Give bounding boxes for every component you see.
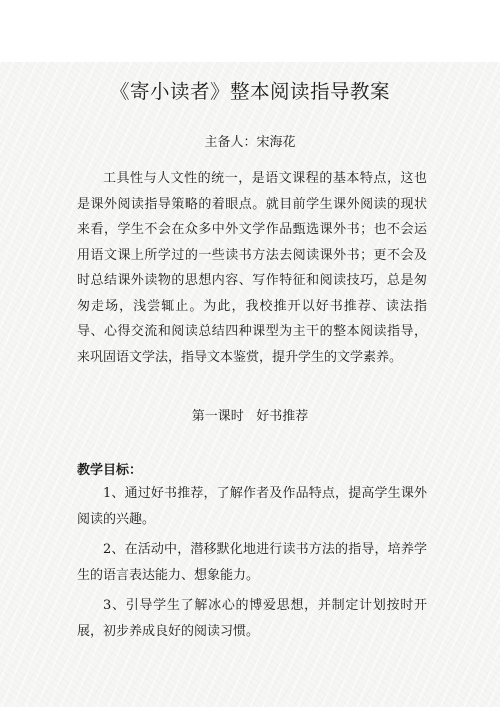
intro-paragraph: 工具性与人文性的统一，是语文课程的基本特点，这也是课外阅读指导策略的着眼点。就目前学生课外阅读的现状来看，学生不会在众多中外文学作品甄选课外书；也不会运用语文课上所学过的一些读书方法去阅读课外书；更不会及时总结课外读物的思想内容、写作特征和阅读技巧，总是匆匆走场，浅尝辄止。为此，我校推开以好书推荐、读法指导、心得交流和阅读总结四种课型为主干的整本阅读指导，来巩固语文学法，指导文本鉴赏，提升学生的文学素养。: [77, 171, 427, 365]
lesson-title: 第一课时 好书推荐: [191, 409, 309, 424]
goal-item: 1、通过好书推荐，了解作者及作品特点，提高学生课外阅读的兴趣。: [77, 486, 427, 527]
goal-item: 2、在活动中，潜移默化地进行读书方法的指导，培养学生的语言表达能力、想象能力。: [77, 542, 427, 583]
goals-heading: 教学目标：: [77, 463, 143, 478]
document-title: 《寄小读者》整本阅读指导教案: [109, 80, 390, 103]
goals-list: [77, 481, 427, 649]
goal-item: 3、引导学生了解冰心的博爱思想，并制定计划按时开展，初步养成良好的阅读习惯。: [77, 598, 427, 639]
author-line: 主备人：宋海花: [204, 135, 296, 150]
